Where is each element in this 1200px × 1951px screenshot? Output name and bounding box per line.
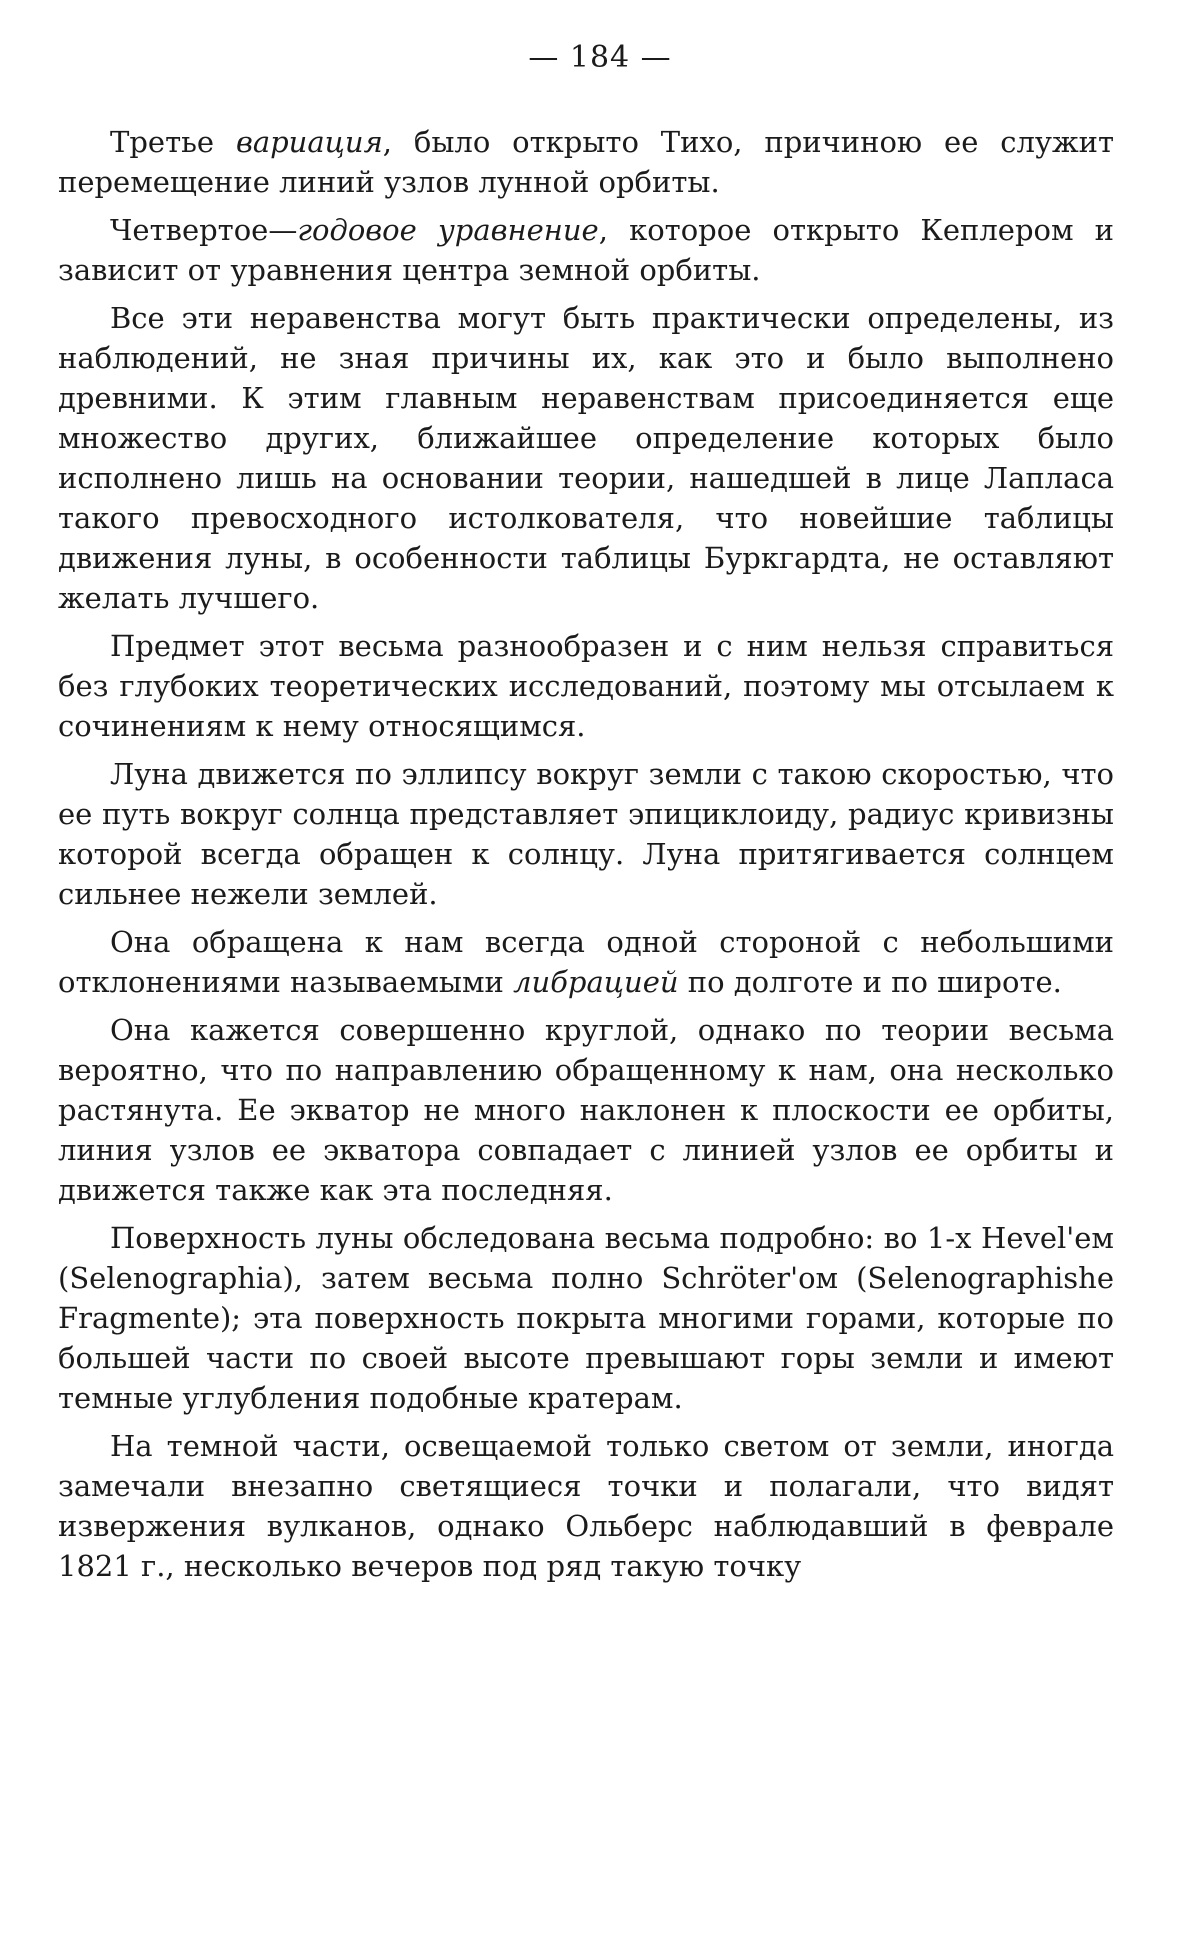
paragraph-moon-shape: Она кажется совершенно круглой, однако по теории весьма вероятно, что по направлению обращенному к нам, она несколько растянута. Ее экватор не много наклонен к плоскости ее орбиты, линия узлов ее экватора совпадает с линией узлов ее орбиты и движется также как эта последняя.	[58, 1013, 1114, 1207]
emphasized-term: годовое уравнение	[297, 213, 599, 247]
paragraph-text: по долготе и по широте.	[678, 965, 1062, 999]
paragraph-inequalities: Все эти неравенства могут быть практически определены, из наблюдений, не зная причины их, как это и было выполнено древними. К этим главным неравенствам присоединяется еще множество других, ближайшее определение которых было исполнено лишь на основании теории, нашедшей в лице Лапласа такого превосходного истолкователя, что новейшие таблицы движения луны, в особенности таблицы Буркгардта, не оставляют желать лучшего.	[58, 301, 1114, 615]
paragraph-fourth-inequality	[58, 210, 1114, 290]
paragraph-text: Четвертое—	[110, 213, 298, 247]
paragraph-text: , которое открыто Кеплером и зависит от уравнения центра земной орбиты.	[58, 213, 1114, 287]
text-body	[58, 122, 1114, 1594]
paragraph-libration	[58, 922, 1114, 1002]
emphasized-term: либрацией	[513, 965, 679, 999]
paragraph-text: Третье	[110, 125, 236, 159]
page-number: — 184 —	[528, 40, 672, 75]
paragraph-text: , было открыто Тихо, причиною ее служит перемещение линий узлов лунной орбиты.	[58, 125, 1115, 199]
paragraph-moon-motion: Луна движется по эллипсу вокруг земли с такою скоростью, что ее путь вокруг солнца представляет эпициклоиду, радиус кривизны которой всегда обращен к солнцу. Луна притягивается солнцем сильнее нежели землей.	[58, 757, 1114, 911]
paragraph-third-inequality	[58, 122, 1114, 202]
paragraph-dark-side: На темной части, освещаемой только светом от земли, иногда замечали внезапно светящиеся точки и полагали, что видят извержения вулканов, однако Ольберс наблюдавший в феврале 1821 г., несколько вечеров под ряд такую точку	[58, 1429, 1114, 1583]
paragraph-text: Она обращена к нам всегда одной стороной с небольшими отклонениями называемыми	[58, 925, 1114, 999]
emphasized-term: вариация	[235, 125, 383, 159]
paragraph-subject: Предмет этот весьма разнообразен и с ним нельзя справиться без глубоких теоретических исследований, поэтому мы отсылаем к сочинениям к нему относящимся.	[58, 629, 1114, 743]
paragraph-moon-surface: Поверхность луны обследована весьма подробно: во 1-х Hevel'ем (Selenographia), затем весьма полно Schröter'ом (Selenographishe Fragmente); эта поверхность покрыта многими горами, которые по большей части по своей высоте превышают горы земли и имеют темные углубления подобные кратерам.	[58, 1221, 1114, 1415]
